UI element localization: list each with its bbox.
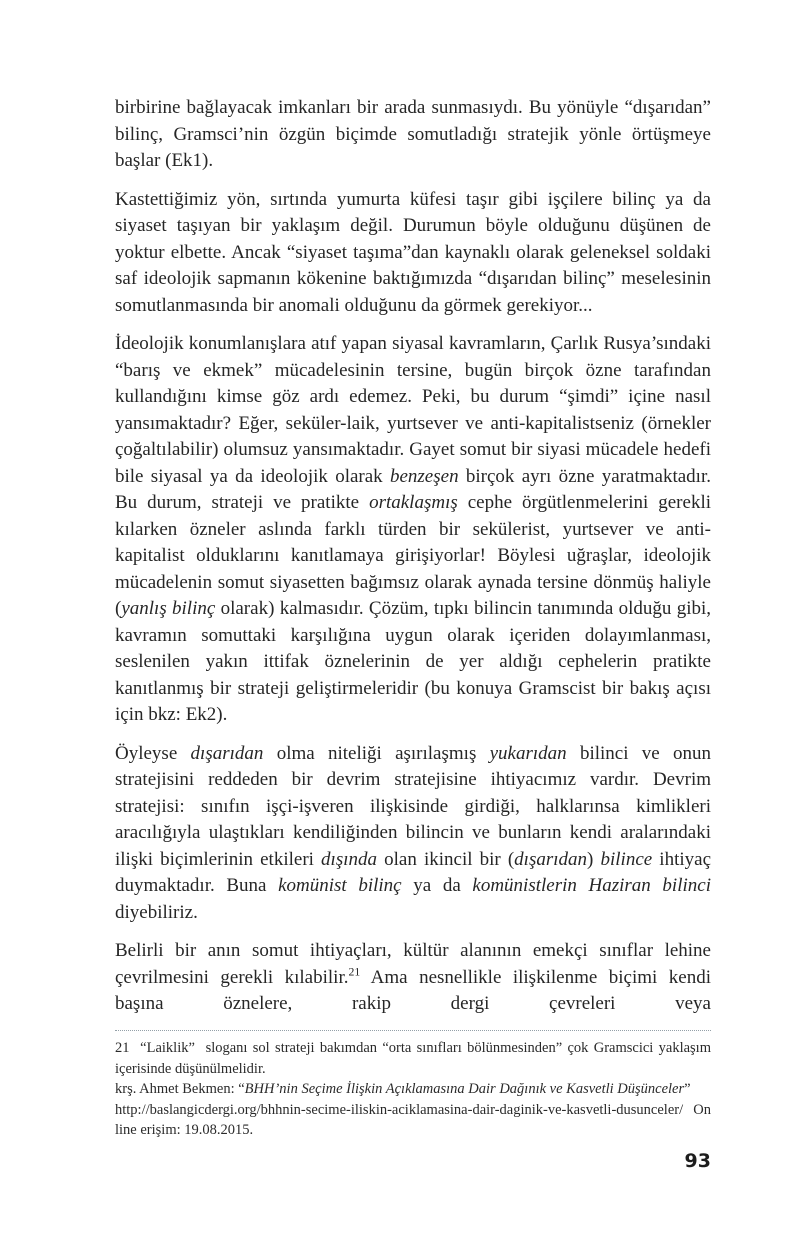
footnote-reference: 21 [348,965,361,979]
footnote-separator [115,1030,711,1031]
text-segment: dışında [321,848,377,870]
text-segment: 21 “Laiklik” sloganı sol strateji bakımdan “orta sınıfları bölünmesinden” çok Gramscici yaklaşım içerisinde düşünülmelidir. [115,1040,711,1077]
paragraph [115,1079,711,1100]
text-segment: ihtiyaç duymaktadır. Buna [115,848,711,896]
body-text [115,95,711,1018]
text-segment: komünistlerin Haziran bilinci [472,875,711,896]
text-segment: ) [587,848,601,870]
text-segment: ” [684,1081,691,1097]
text-segment: Ama nesnellikle ilişkilenme biçimi kendi başına öznelere, rakip dergi çevreleri veya [115,966,711,1014]
paragraph [115,1100,711,1141]
footnote-area [115,1030,711,1141]
text-segment: yanlış bilinç [121,598,216,619]
text-segment: dışarıdan [514,848,588,870]
text-segment: İdeolojik konumlanışlara atıf yapan siyasal kavramların, Çarlık Rusya’sındaki “barış ve ekmek” mücadelesinin tersine, bugün birçok özne tarafından kullandığını kimse göz ardı edemez. Peki, bu durum “şimdi” içine nasıl yansımaktadır? Eğer, seküler-laik, yurtsever ve anti-kapitalistseniz (örnekler çoğaltılabilir) olumsuz yansımaktadır. Gayet somut bir siyasi mücadele hedefi bile siyasal ya da ideolojik olarak [115,333,711,487]
text-segment: cephe örgütlenmelerini gerekli kılarken özneler aslında farklı türden bir sekülerist, yurtsever ve anti-kapitalist olduklarını kanıtlamaya girişiyorlar! Böylesi uğraşlar, ideolojik mücadelenin somut siyasetten bağımsız olarak aynada tersine dönmüş haliyle ( [115,492,711,619]
text-segment: Kastettiğimiz yön, sırtında yumurta küfesi taşır gibi işçilere bilinç ya da siyaset taşıyan bir yaklaşım değil. Durumun böyle olduğunu düşünen de yoktur elbette. Ancak “siyaset taşıma”dan kaynaklı olarak geleneksel soldaki saf ideolojik sapmanın kökenine baktığımızda “dışarıdan bilinç” meselesinin somutlanmasında bir anomali olduğunu da görmek gerekiyor... [115,188,711,316]
paragraph [115,1038,711,1079]
text-segment: BHH’nin Seçime İlişkin Açıklamasına Dair Dağınık ve Kasvetli Düşünceler [244,1081,685,1097]
text-segment: yukarıdan [489,742,567,764]
paragraph [115,938,711,1018]
text-segment: birçok ayrı özne yaratmaktadır. Bu durum, strateji ve pratikte [115,465,711,513]
paragraph [115,741,711,927]
text-segment: dışarıdan [190,742,264,764]
text-segment: Öyleyse [115,742,191,764]
page-number: 93 [684,1150,711,1172]
text-segment: http://baslangicdergi.org/bhhnin-secime-iliskin-aciklamasina-dair-daginik-ve-kasvetli-dusunceler/ Online erişim: 19.08.2015. [115,1101,711,1138]
text-segment: Belirli bir anın somut ihtiyaçları, kültür alanının emekçi sınıflar lehine çevrilmesini gerekli kılabilir. [115,940,711,988]
paragraph [115,187,711,320]
text-segment: bilince [600,848,653,870]
text-segment: krş. Ahmet Bekmen: “ [115,1081,245,1097]
footnotes [115,1038,711,1141]
text-segment: diyebiliriz. [115,901,198,923]
paragraph [115,331,711,729]
text-segment: olma niteliği aşırılaşmış [263,742,490,764]
text-segment: ya da [401,875,473,896]
paragraph [115,95,711,175]
text-segment: birbirine bağlayacak imkanları bir arada sunmasıydı. Bu yönüyle “dışarıdan” bilinç, Gramsci’nin özgün biçimde somutladığı stratejik yönle örtüşmeye başlar (Ek1). [115,97,711,171]
text-segment: olarak) kalmasıdır. Çözüm, tıpkı bilincin tanımında olduğu gibi, kavramın somuttaki karşılığına uygun olarak içeriden dolayımlanması, seslenilen yakın ittifak öznelerinin de yer aldığı cephelerin pratikte kanıtlanmış bir strateji geliştirmeleridir (bu konuya Gramscist bir bakış açısı için bkz: Ek2). [115,598,711,725]
text-segment: olan ikincil bir ( [377,848,515,870]
text-segment: komünist bilinç [278,875,402,896]
text-segment: benzeşen [389,465,459,487]
text-segment: bilinci ve onun stratejisini reddeden bir devrim stratejisine ihtiyacımız vardır. Devrim stratejisi: sınıfın işçi-işveren ilişkisinde girdiği, halklarınsa kimlikleri aracılığıyla ulaştıkları kendiliğinden bilincin ve bunların kendi aralarındaki ilişki biçimlerinin etkileri [115,742,711,870]
text-segment: ortaklaşmış [369,492,458,513]
